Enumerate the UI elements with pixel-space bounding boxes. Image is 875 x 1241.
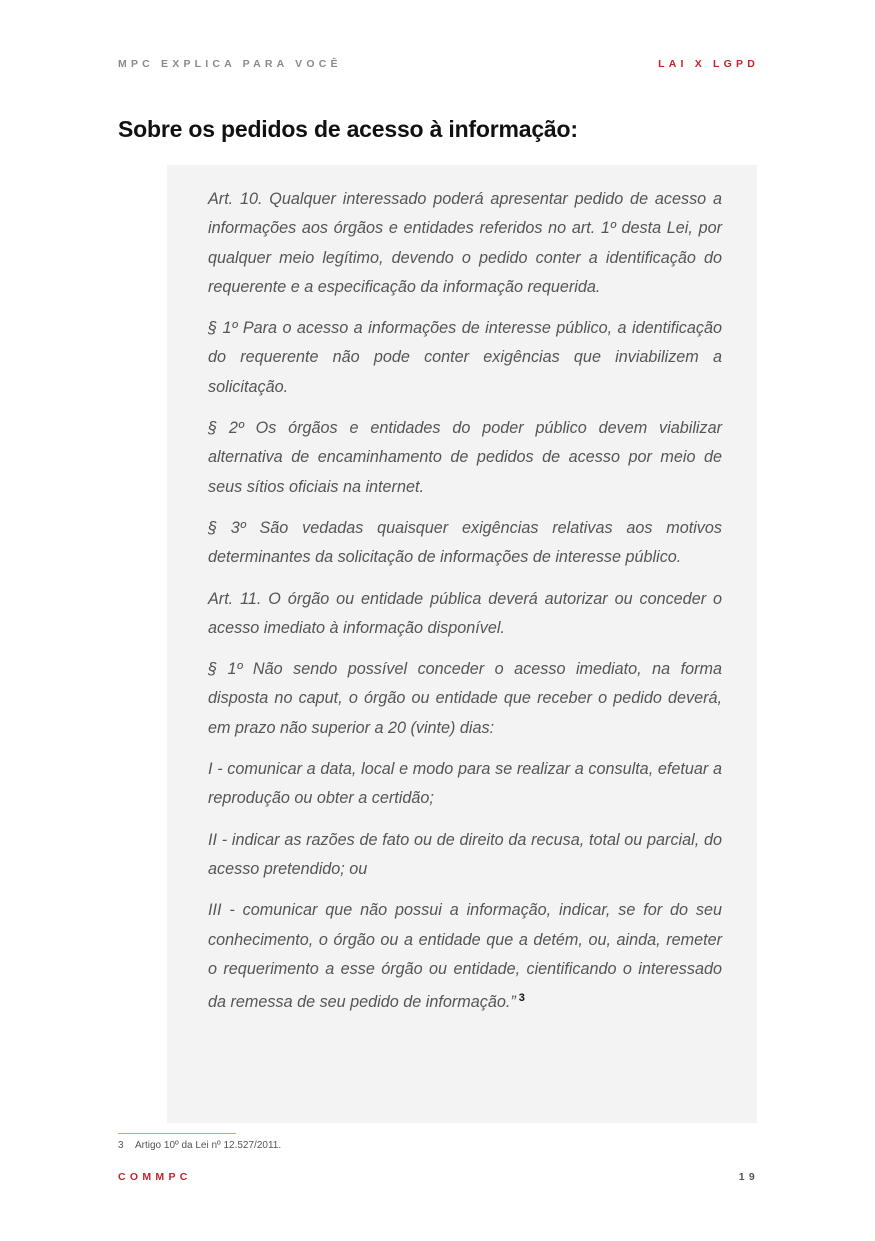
quote-paragraph-art11: Art. 11. O órgão ou entidade pública deverá autorizar ou conceder o acesso imediato à informação disponível. <box>208 589 722 637</box>
quote-paragraph-art10: Art. 10. Qualquer interessado poderá apresentar pedido de acesso a informações aos órgãos e entidades referidos no art. 1º desta Lei, por qualquer meio legítimo, devendo o pedido conter a identificação do requerente e a especificação da informação requerida. <box>208 190 722 296</box>
quote-paragraph-art10-par2: § 2º Os órgãos e entidades do poder público devem viabilizar alternativa de encaminhamento de pedidos de acesso por meio de seus sítios oficiais na internet. <box>208 419 722 496</box>
quote-paragraph-item-i: I - comunicar a data, local e modo para se realizar a consulta, efetuar a reprodução ou obter a certidão; <box>208 760 722 808</box>
quote-paragraph-item-iii-text: III - comunicar que não possui a informação, indicar, se for do seu conhecimento, o órgão ou a entidade que a detém, ou, ainda, remeter o requerimento a esse órgão ou entidade, cientificando o interessado da remessa de seu pedido de informação.” <box>208 901 722 1012</box>
footnote-reference[interactable]: 3 <box>518 992 525 1005</box>
law-quote-block <box>167 165 757 1123</box>
footnote-divider <box>118 1133 236 1134</box>
running-header-right: LAI X LGPD <box>658 58 759 70</box>
quote-paragraph-item-iii <box>208 896 722 1017</box>
quote-paragraph-item-ii: II - indicar as razões de fato ou de direito da recusa, total ou parcial, do acesso pretendido; ou <box>208 830 722 878</box>
quote-paragraph-art10-par1: § 1º Para o acesso a informações de interesse público, a identificação do requerente não pode conter exigências que inviabilizem a solicitação. <box>208 319 722 396</box>
footnote <box>118 1140 281 1151</box>
footnote-number: 3 <box>118 1140 124 1151</box>
page-number: 19 <box>738 1171 759 1183</box>
page-title: Sobre os pedidos de acesso à informação: <box>118 116 578 142</box>
footnote-text: Artigo 10º da Lei nº 12.527/2011. <box>135 1140 282 1151</box>
quote-paragraph-art10-par3: § 3º São vedadas quaisquer exigências relativas aos motivos determinantes da solicitação de informações de interesse público. <box>208 518 722 567</box>
running-header-left: MPC EXPLICA PARA VOCÊ <box>118 58 342 70</box>
footer-brand: COMMPC <box>118 1171 192 1183</box>
quote-paragraph-art11-par1: § 1º Não sendo possível conceder o acesso imediato, na forma disposta no caput, o órgão ou entidade que receber o pedido deverá, em prazo não superior a 20 (vinte) dias: <box>208 660 722 737</box>
